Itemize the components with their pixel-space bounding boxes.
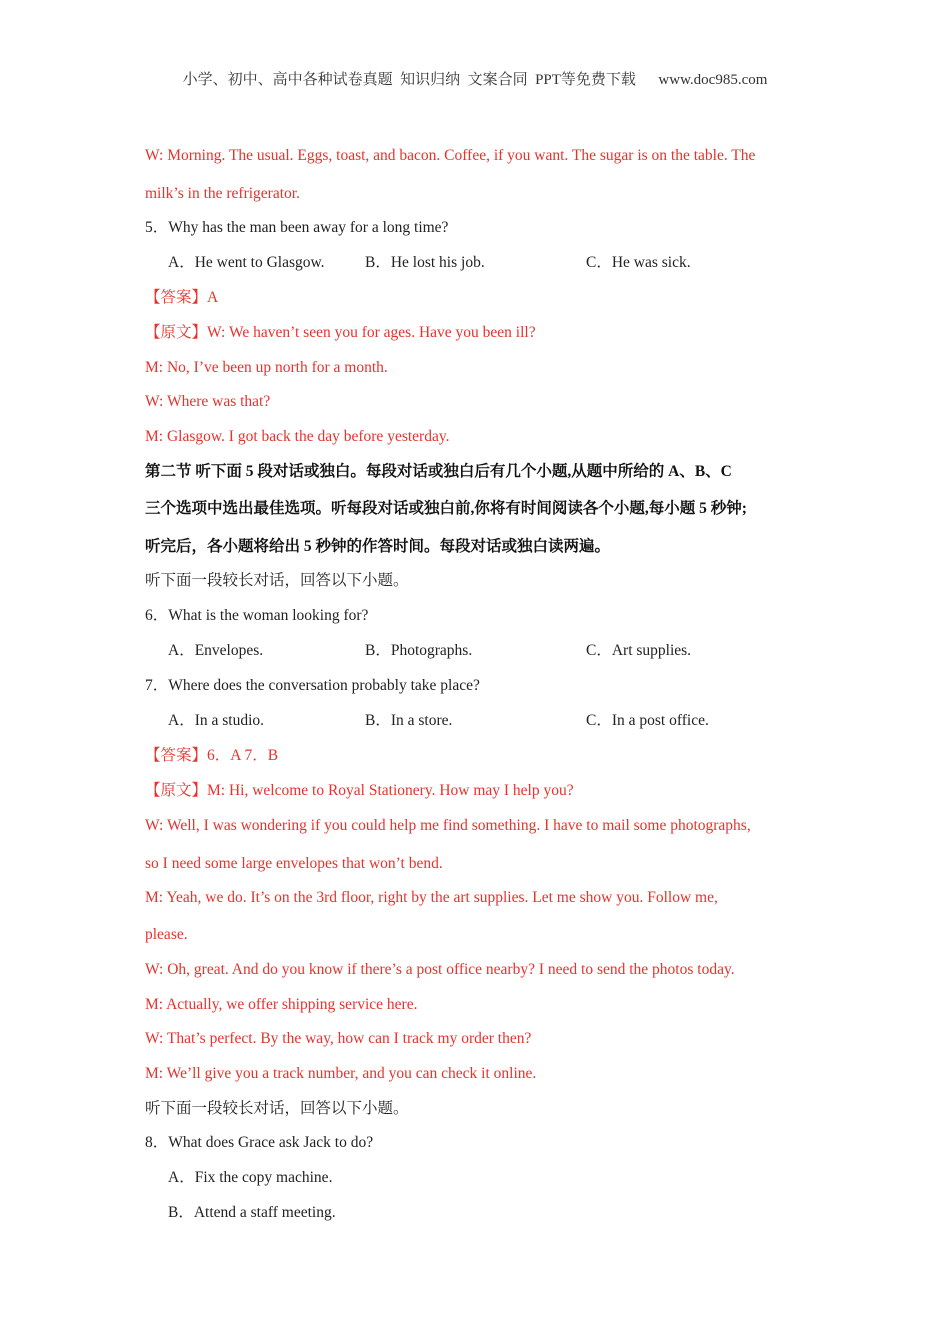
option-7c: C．In a post office. xyxy=(586,712,709,729)
section-instructions: 听完后，各小题将给出 5 秒钟的作答时间。每段对话或独白读两遍。 xyxy=(145,538,611,555)
transcript-line: 【原文】W: We haven’t seen you for ages. Have you been ill? xyxy=(145,324,536,341)
transcript-line: W: That’s perfect. By the way, how can I track my order then? xyxy=(145,1030,532,1047)
answer-6-7: 【答案】6．A 7．B xyxy=(145,747,279,764)
transcript-line: M: Actually, we offer shipping service here. xyxy=(145,996,418,1013)
transcript-line: 【原文】M: Hi, welcome to Royal Stationery. How may I help you? xyxy=(145,782,574,799)
section-heading: 第二节 听下面 5 段对话或独白。每段对话或独白后有几个小题,从题中所给的 A、B、C xyxy=(145,463,732,480)
transcript-line: W: Where was that? xyxy=(145,393,271,410)
transcript-line: M: Yeah, we do. It’s on the 3rd floor, right by the art supplies. Let me show you. Follow me, xyxy=(145,889,718,906)
page-header: 小学、初中、高中各种试卷真题 知识归纳 文案合同 PPT等免费下载 www.doc985.com xyxy=(182,72,768,88)
question-8: 8．What does Grace ask Jack to do? xyxy=(145,1134,374,1151)
question-7: 7．Where does the conversation probably take place? xyxy=(145,677,480,694)
option-6a: A．Envelopes. xyxy=(168,642,264,659)
transcript-line: M: We’ll give you a track number, and you can check it online. xyxy=(145,1065,537,1082)
option-8a: A．Fix the copy machine. xyxy=(168,1169,333,1186)
option-5b: B．He lost his job. xyxy=(365,254,485,271)
transcript-line: M: No, I’ve been up north for a month. xyxy=(145,359,388,376)
option-5a: A．He went to Glasgow. xyxy=(168,254,325,271)
option-8b: B．Attend a staff meeting. xyxy=(168,1204,336,1221)
question-6: 6．What is the woman looking for? xyxy=(145,607,369,624)
listening-instruction: 听下面一段较长对话，回答以下小题。 xyxy=(145,1100,409,1117)
option-6c: C．Art supplies. xyxy=(586,642,692,659)
transcript-line: W: Well, I was wondering if you could help me find something. I have to mail some photographs, xyxy=(145,817,751,834)
dialogue-line: W: Morning. The usual. Eggs, toast, and bacon. Coffee, if you want. The sugar is on the table. The xyxy=(145,147,756,164)
listening-instruction: 听下面一段较长对话，回答以下小题。 xyxy=(145,572,409,589)
option-7a: A．In a studio. xyxy=(168,712,265,729)
transcript-line: W: Oh, great. And do you know if there’s a post office nearby? I need to send the photos today. xyxy=(145,961,735,978)
dialogue-line: milk’s in the refrigerator. xyxy=(145,185,300,202)
option-6b: B．Photographs. xyxy=(365,642,473,659)
transcript-line: please. xyxy=(145,926,188,943)
transcript-line: M: Glasgow. I got back the day before yesterday. xyxy=(145,428,450,445)
option-7b: B．In a store. xyxy=(365,712,453,729)
transcript-line: so I need some large envelopes that won’t bend. xyxy=(145,855,443,872)
option-5c: C．He was sick. xyxy=(586,254,691,271)
section-instructions: 三个选项中选出最佳选项。听每段对话或独白前,你将有时间阅读各个小题,每小题 5 秒钟; xyxy=(145,500,747,517)
answer-5: 【答案】A xyxy=(145,289,219,306)
question-5: 5．Why has the man been away for a long time? xyxy=(145,219,449,236)
